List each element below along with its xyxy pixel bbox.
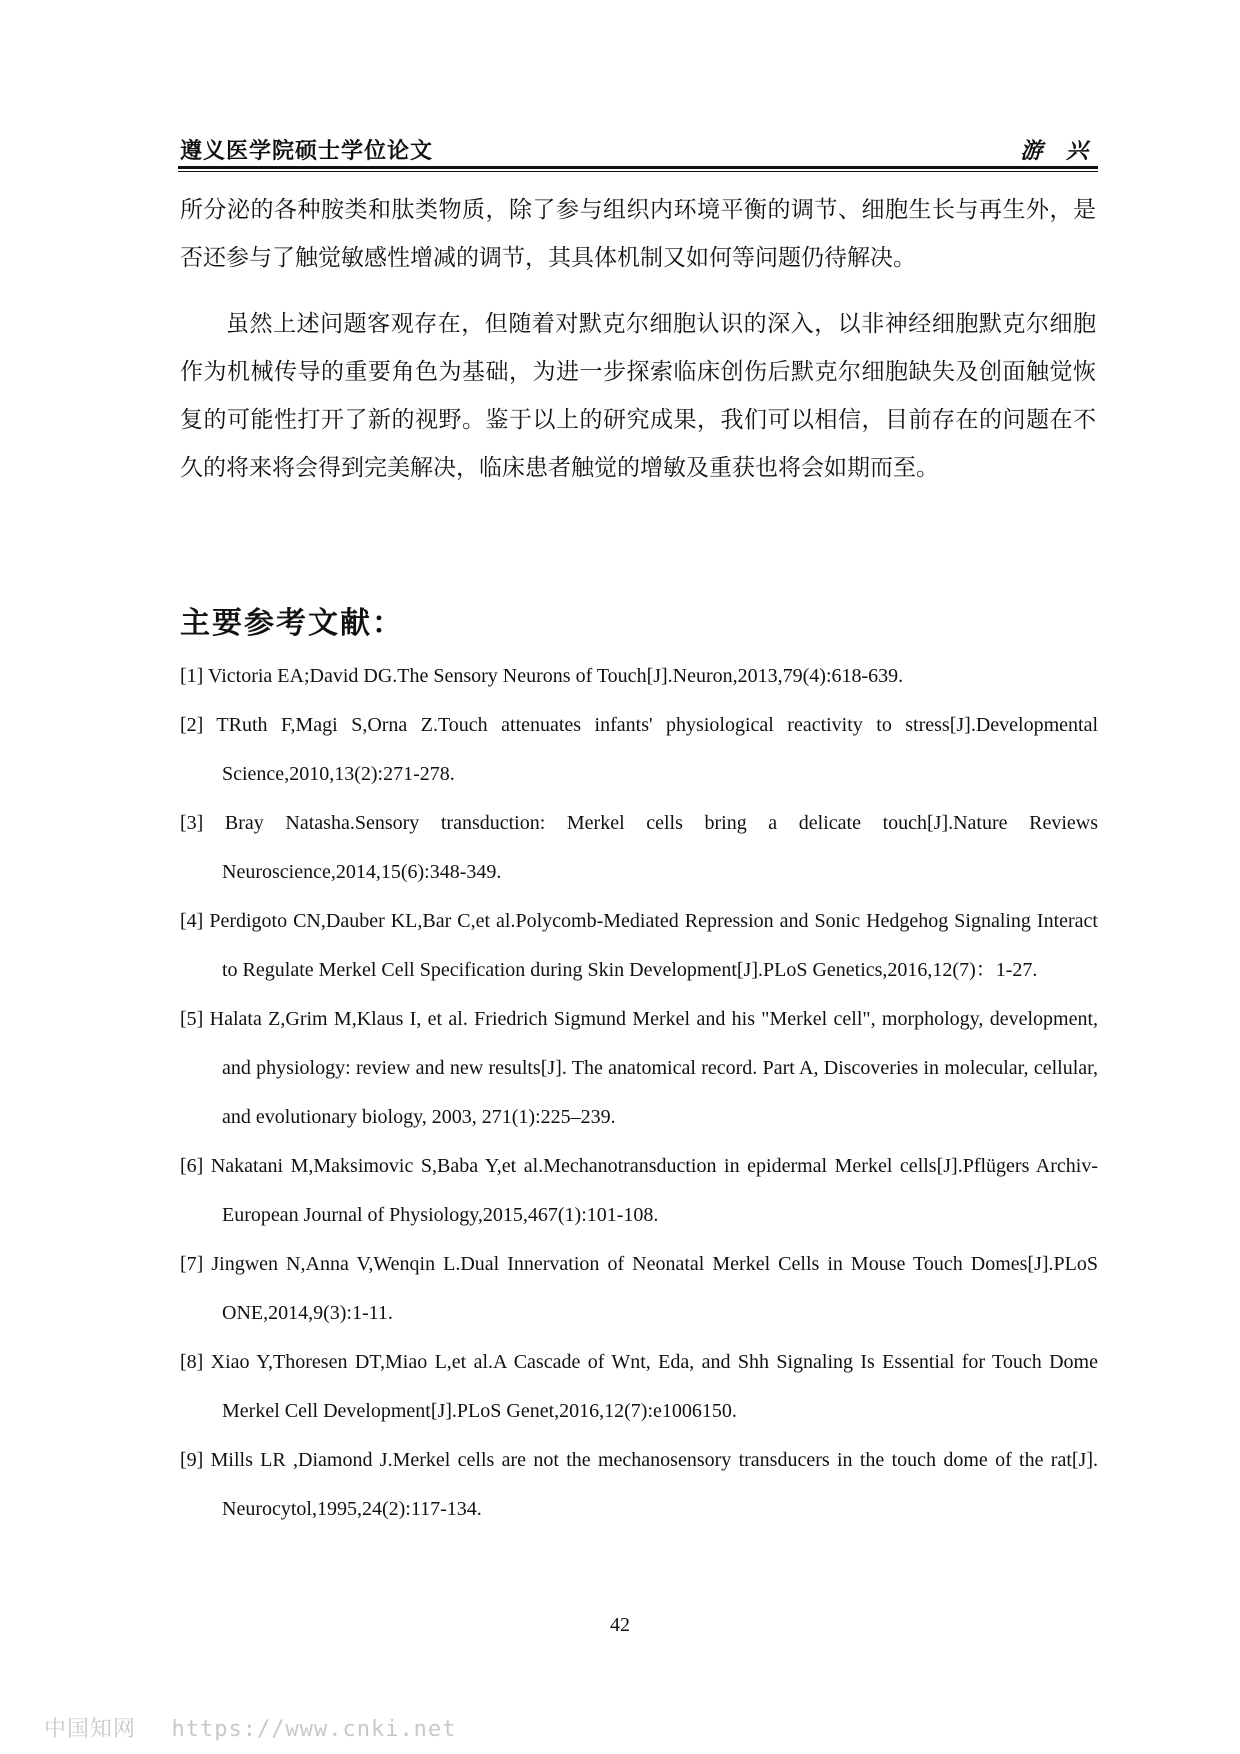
page-number: 42 [610, 1614, 630, 1636]
body-paragraph-1: 所分泌的各种胺类和肽类物质，除了参与组织内环境平衡的调节、细胞生长与再生外，是否还参与了触觉敏感性增减的调节，其具体机制又如何等问题仍待解决。 [180, 197, 1096, 271]
header-author-name: 游 兴 [1020, 138, 1096, 164]
reference-item-1: [1] Victoria EA;David DG.The Sensory Neurons of Touch[J].Neuron,2013,79(4):618-639. [180, 665, 904, 687]
reference-item-3: [3] Bray Natasha.Sensory transduction: Merkel cells bring a delicate touch[J].Nature Reviews Neuroscience,2014,15(6):348-349. [180, 812, 1098, 883]
reference-item-5: [5] Halata Z,Grim M,Klaus I, et al. Friedrich Sigmund Merkel and his "Merkel cell", morphology, development, and physiology: review and new results[J]. The anatomical record. Part A, Discoveries in molecular, cellular, and evolutionary biology, 2003, 271(1):225–239. [180, 1008, 1098, 1128]
references-heading: 主要参考文献： [180, 606, 404, 641]
reference-item-4: [4] Perdigoto CN,Dauber KL,Bar C,et al.Polycomb-Mediated Repression and Sonic Hedgehog Signaling Interact to Regulate Merkel Cell Specification during Skin Development[J].PLoS Genetics,2016,12(7)：1-27. [180, 910, 1098, 981]
reference-item-9: [9] Mills LR ,Diamond J.Merkel cells are not the mechanosensory transducers in the touch dome of the rat[J]. Neurocytol,1995,24(2):117-134. [180, 1449, 1098, 1520]
watermark-url: https://www.cnki.net [171, 1717, 457, 1742]
body-text [180, 186, 1096, 510]
cnki-watermark [44, 1712, 456, 1743]
header-rule-thick [178, 166, 1098, 169]
body-paragraph-2: 虽然上述问题客观存在，但随着对默克尔细胞认识的深入，以非神经细胞默克尔细胞作为机械传导的重要角色为基础，为进一步探索临床创伤后默克尔细胞缺失及创面触觉恢复的可能性打开了新的视野。鉴于以上的研究成果，我们可以相信，目前存在的问题在不久的将来将会得到完美解决，临床患者触觉的增敏及重获也将会如期而至。 [180, 311, 1096, 481]
running-header [180, 134, 1096, 164]
header-rule-thin [178, 171, 1098, 172]
reference-item-6: [6] Nakatani M,Maksimovic S,Baba Y,et al.Mechanotransduction in epidermal Merkel cells[J].Pflügers Archiv-European Journal of Physiology,2015,467(1):101-108. [180, 1155, 1098, 1226]
reference-item-8: [8] Xiao Y,Thoresen DT,Miao L,et al.A Cascade of Wnt, Eda, and Shh Signaling Is Essential for Touch Dome Merkel Cell Development[J].PLoS Genet,2016,12(7):e1006150. [180, 1351, 1098, 1422]
reference-list [180, 652, 1098, 1534]
watermark-site-name: 中国知网 [44, 1717, 137, 1742]
header-thesis-title: 遵义医学院硕士学位论文 [180, 138, 434, 164]
reference-item-2: [2] TRuth F,Magi S,Orna Z.Touch attenuates infants' physiological reactivity to stress[J].Developmental Science,2010,13(2):271-278. [180, 714, 1098, 785]
reference-item-7: [7] Jingwen N,Anna V,Wenqin L.Dual Innervation of Neonatal Merkel Cells in Mouse Touch Domes[J].PLoS ONE,2014,9(3):1-11. [180, 1253, 1098, 1324]
